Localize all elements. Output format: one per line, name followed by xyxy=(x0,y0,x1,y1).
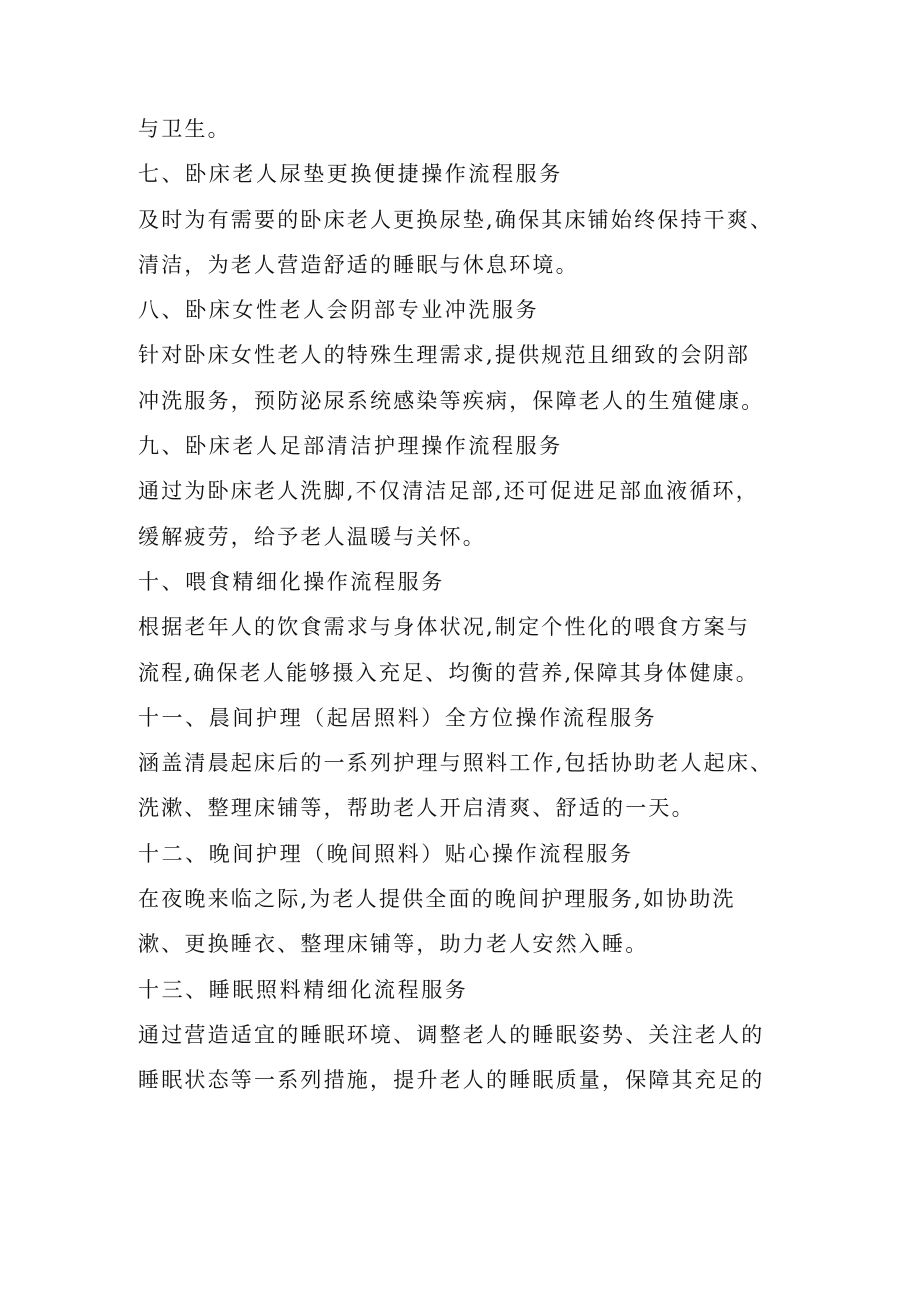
paragraph-line: 洗漱、整理床铺等，帮助老人开启清爽、舒适的一天。 xyxy=(138,796,695,821)
paragraph-line: 流程,确保老人能够摄入充足、均衡的营养,保障其身体健康。 xyxy=(138,660,759,685)
paragraph-line: 针对卧床女性老人的特殊生理需求,提供规范且细致的会阴部 xyxy=(138,343,751,368)
paragraph-continuation: 与卫生。 xyxy=(138,117,231,141)
section-heading-7: 七、卧床老人尿垫更换便捷操作流程服务 xyxy=(138,162,563,187)
section-heading-10: 十、喂食精细化操作流程服务 xyxy=(138,569,445,594)
paragraph-line: 及时为有需要的卧床老人更换尿垫,确保其床铺始终保持干爽、 xyxy=(138,207,774,232)
paragraph-line: 漱、更换睡衣、整理床铺等，助力老人安然入睡。 xyxy=(138,932,649,957)
section-heading-13: 十三、睡眠照料精细化流程服务 xyxy=(138,977,469,1002)
paragraph-line: 清洁，为老人营造舒适的睡眠与休息环境。 xyxy=(138,252,579,277)
section-heading-12: 十二、晚间护理（晚间照料）贴心操作流程服务 xyxy=(138,841,634,866)
paragraph-line: 根据老年人的饮食需求与身体状况,制定个性化的喂食方案与 xyxy=(138,615,751,640)
section-heading-8: 八、卧床女性老人会阴部专业冲洗服务 xyxy=(138,298,540,323)
section-heading-11: 十一、晨间护理（起居照料）全方位操作流程服务 xyxy=(138,705,658,730)
document-body xyxy=(138,107,818,1104)
paragraph-line: 睡眠状态等一系列措施，提升老人的睡眠质量，保障其充足的 xyxy=(138,1068,765,1093)
paragraph-line: 缓解疲劳，给予老人温暖与关怀。 xyxy=(138,524,486,549)
section-heading-9: 九、卧床老人足部清洁护理操作流程服务 xyxy=(138,434,563,459)
paragraph-line: 通过营造适宜的睡眠环境、调整老人的睡眠姿势、关注老人的 xyxy=(138,1022,765,1047)
paragraph-line: 在夜晚来临之际,为老人提供全面的晚间护理服务,如协助洗 xyxy=(138,887,736,912)
paragraph-line: 冲洗服务，预防泌尿系统感染等疾病，保障老人的生殖健康。 xyxy=(138,388,765,413)
paragraph-line: 通过为卧床老人洗脚,不仅清洁足部,还可促进足部血液循环， xyxy=(138,479,759,504)
paragraph-line: 涵盖清晨起床后的一系列护理与照料工作,包括协助老人起床、 xyxy=(138,751,774,776)
